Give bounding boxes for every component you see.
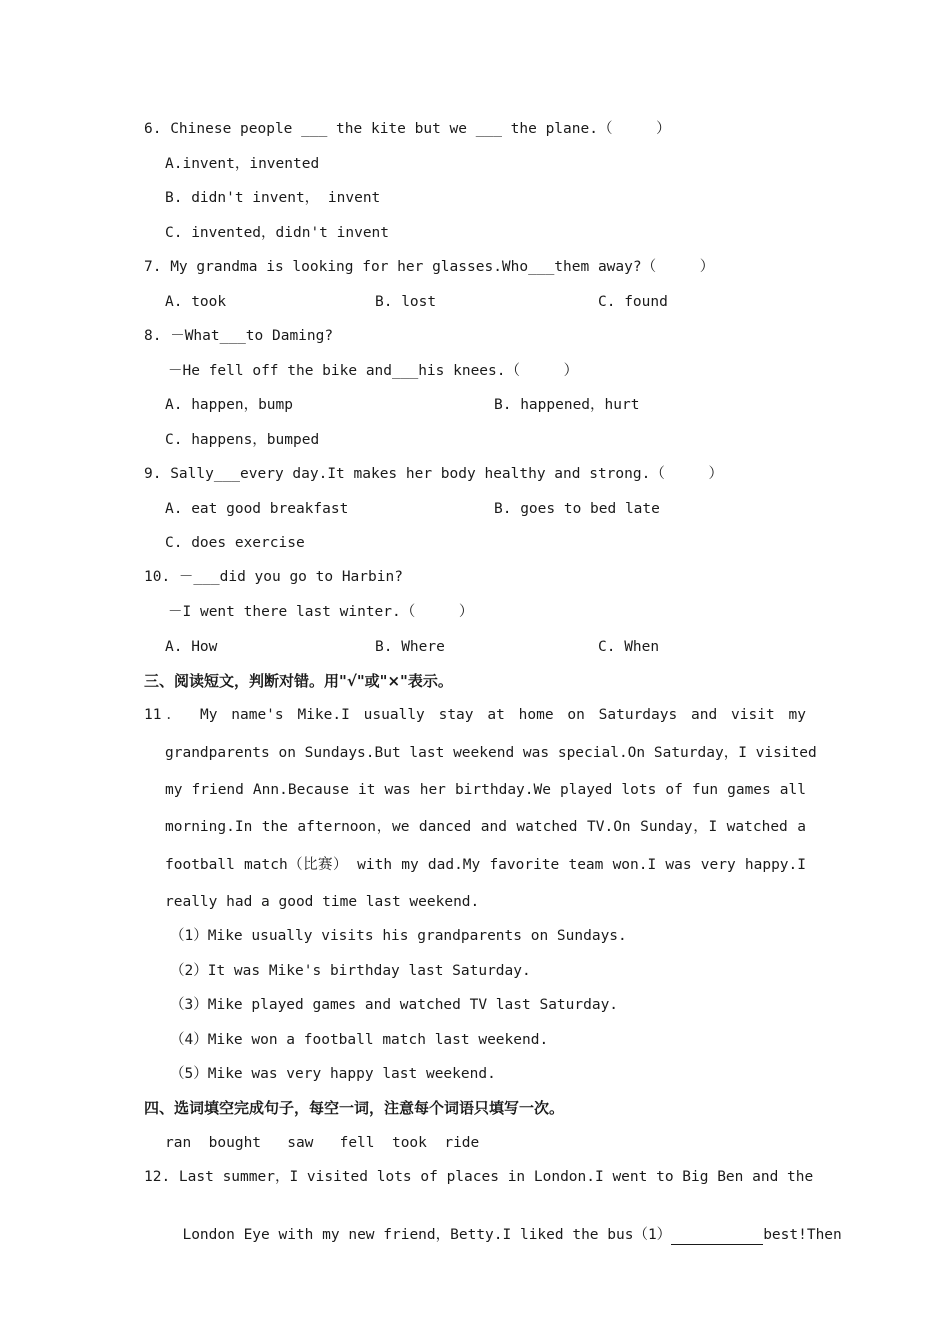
passage-line-3: my friend Ann.Because it was her birthday.We played lots of fun games all [165, 782, 806, 798]
q8-option-c: C. happens，bumped [165, 432, 320, 448]
q12-line-1: 12. Last summer，I visited lots of places in London.I went to Big Ben and the [144, 1169, 814, 1185]
passage-line-6: really had a good time last weekend. [165, 894, 480, 910]
passage-line-4: morning.In the afternoon，we danced and watched TV.On Sunday，I watched a [165, 819, 806, 835]
q12-line-2-start: London Eye with my new friend，Betty.I liked the bus（1） [182, 1227, 672, 1243]
q10-stem-answer: －I went there last winter.（ ） [168, 604, 474, 620]
passage-line-2: grandparents on Sundays.But last weekend was special.On Saturday，I visited [165, 745, 817, 761]
q9-stem: 9. Sally___every day.It makes her body healthy and strong.（ ） [144, 466, 723, 482]
q8-stem: 8. －What___to Daming? [144, 328, 334, 344]
q9-option-a: A. eat good breakfast [165, 501, 349, 517]
q8-option-b: B. happened，hurt [494, 397, 640, 413]
section4-heading: 四、选词填空完成句子，每空一词，注意每个词语只填写一次。 [144, 1099, 565, 1117]
passage-line-5: football match（比赛） with my dad.My favorite team won.I was very happy.I [165, 857, 806, 873]
q10-stem: 10. －___did you go to Harbin? [144, 569, 403, 585]
word-bank: ran bought saw fell took ride [165, 1135, 480, 1151]
q8-stem-answer: －He fell off the bike and___his knees.（ ） [168, 363, 579, 379]
q8-option-a: A. happen，bump [165, 397, 293, 413]
answer-blank-1[interactable] [671, 1228, 763, 1245]
q6-option-c: C. invented，didn't invent [165, 225, 390, 241]
q6-option-a: A.invent，invented [165, 156, 320, 172]
q12-line-2-end: best!Then [763, 1227, 842, 1243]
q9-option-c: C. does exercise [165, 535, 305, 551]
statement-4: （4）Mike won a football match last weekend. [170, 1032, 549, 1048]
q10-option-b: B. Where [375, 639, 445, 655]
q6-stem: 6. Chinese people ___ the kite but we ___ the plane.（ ） [144, 121, 671, 137]
q7-stem: 7. My grandma is looking for her glasses.Who___them away?（ ） [144, 259, 715, 275]
q10-option-a: A. How [165, 639, 218, 655]
q7-option-c: C. found [598, 294, 668, 310]
statement-2: （2）It was Mike's birthday last Saturday. [170, 963, 531, 979]
passage-line-1: 11． My name's Mike.I usually stay at home on Saturdays and visit my [144, 707, 806, 723]
q7-option-b: B. lost [375, 294, 437, 310]
q12-line-2 [165, 1205, 842, 1245]
q10-option-c: C. When [598, 639, 660, 655]
statement-3: （3）Mike played games and watched TV last Saturday. [170, 997, 619, 1013]
q9-option-b: B. goes to bed late [494, 501, 660, 517]
statement-1: （1）Mike usually visits his grandparents on Sundays. [170, 928, 627, 944]
q6-option-b: B. didn't invent， invent [165, 190, 381, 206]
section3-heading: 三、阅读短文，判断对错。用"√"或"×"表示。 [144, 672, 453, 690]
statement-5: （5）Mike was very happy last weekend. [170, 1066, 496, 1082]
q7-option-a: A. took [165, 294, 227, 310]
